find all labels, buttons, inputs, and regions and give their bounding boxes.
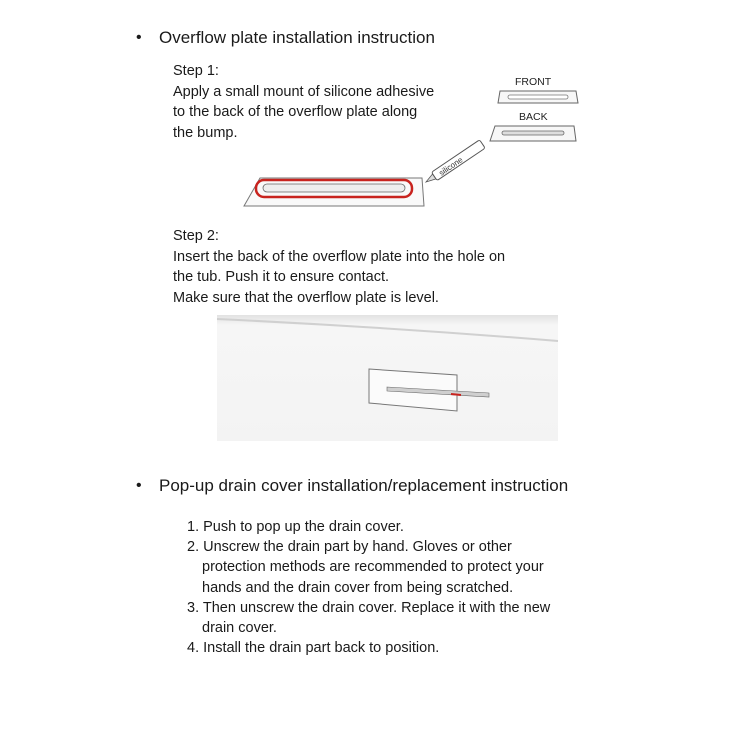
list-item: 2. Unscrew the drain part by hand. Gloves or other: [187, 539, 512, 556]
step1-line: the bump.: [173, 124, 238, 141]
list-item: 3. Then unscrew the drain cover. Replace it with the new: [187, 599, 551, 616]
step1-label: Step 1:: [173, 63, 219, 79]
step1-line: Apply a small mount of silicone adhesive: [173, 83, 435, 100]
list-item-continuation: drain cover.: [202, 620, 277, 637]
step1-text: [173, 61, 434, 143]
list-item: 1. Push to pop up the drain cover.: [187, 519, 404, 535]
step2-line: Make sure that the overflow plate is level.: [173, 289, 439, 306]
bullet-1: •: [136, 29, 142, 46]
front-label: FRONT: [515, 76, 552, 88]
step2-text: [173, 226, 505, 308]
list-item-continuation: hands and the drain cover from being scratched.: [202, 579, 514, 596]
silicone-application-illustration: [244, 138, 484, 210]
step1-line: to the back of the overflow plate along: [173, 104, 418, 120]
drain-instructions-list: [187, 517, 550, 658]
tub-installation-photo: [217, 315, 558, 441]
back-plate-illustration: [490, 124, 578, 144]
silicone-tube-icon: [423, 140, 485, 187]
section-title-overflow: Overflow plate installation instruction: [159, 28, 435, 47]
back-label: BACK: [519, 111, 548, 123]
tube-label: silicone: [437, 155, 465, 178]
step2-label: Step 2:: [173, 228, 219, 244]
section-title-drain: Pop-up drain cover installation/replacement instruction: [159, 476, 569, 495]
list-item: 4. Install the drain part back to position.: [187, 640, 440, 657]
front-plate-illustration: [498, 89, 580, 105]
list-item-continuation: protection methods are recommended to protect your: [202, 559, 544, 576]
bullet-2: •: [136, 477, 142, 494]
step2-line: Insert the back of the overflow plate into the hole on: [173, 248, 506, 265]
step2-line: the tub. Push it to ensure contact.: [173, 269, 390, 285]
